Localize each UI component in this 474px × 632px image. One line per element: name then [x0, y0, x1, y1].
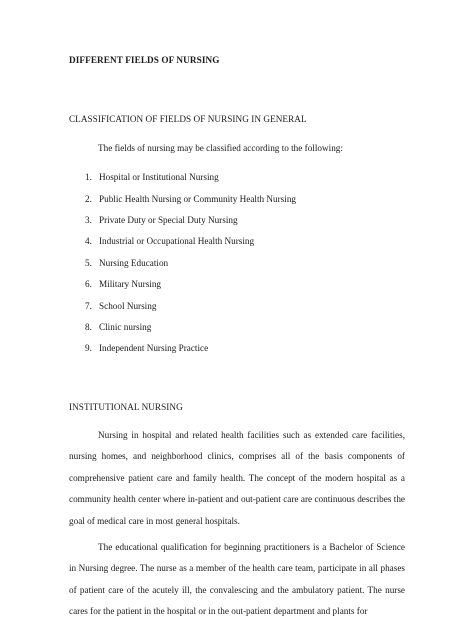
list-label: Industrial or Occupational Health Nursing [99, 236, 255, 246]
list-item [85, 343, 208, 353]
institutional-heading: INSTITUTIONAL NURSING [69, 402, 183, 412]
list-number: 1. [85, 172, 92, 182]
list-label: Clinic nursing [99, 322, 152, 332]
intro-text: The fields of nursing may be classified according to the following: [98, 143, 343, 153]
list-label: Public Health Nursing or Community Health Nursing [99, 194, 297, 204]
list-label: Private Duty or Special Duty Nursing [99, 215, 238, 225]
list-number: 8. [85, 322, 92, 332]
list-item [85, 236, 254, 246]
list-item [85, 258, 168, 268]
list-label: Independent Nursing Practice [99, 343, 209, 353]
list-item [85, 322, 151, 332]
list-item [85, 215, 238, 225]
list-item [85, 194, 296, 204]
list-label: School Nursing [99, 301, 157, 311]
list-number: 4. [85, 236, 92, 246]
list-number: 5. [85, 258, 92, 268]
list-number: 9. [85, 343, 92, 353]
list-label: Nursing Education [99, 258, 169, 268]
list-item [85, 172, 219, 182]
list-number: 3. [85, 215, 92, 225]
list-number: 7. [85, 301, 92, 311]
list-label: Military Nursing [99, 279, 162, 289]
paragraph-2: The educational qualification for beginning practitioners is a Bachelor of Science in Nursing degree. The nurse as a member of the health care team, participate in all phases of patient care of the acutely ill, the convalescing and the ambulatory patient. The nurse cares for the patient in the hospital or in the out-patient department and plants for [69, 542, 405, 617]
paragraph-1: Nursing in hospital and related health facilities such as extended care facilities, nursing homes, and neighborhood clinics, comprises all of the basis components of comprehensive patient care and family health. The concept of the modern hospital as a community health center where in-patient and out-patient care are continuous describes the goal of medical care in most general hospitals. [69, 430, 405, 526]
classification-heading: CLASSIFICATION OF FIELDS OF NURSING IN GENERAL [69, 114, 307, 124]
list-label: Hospital or Institutional Nursing [99, 172, 219, 182]
list-number: 2. [85, 194, 92, 204]
list-number: 6. [85, 279, 92, 289]
list-item [85, 279, 161, 289]
document-title: DIFFERENT FIELDS OF NURSING [69, 55, 220, 65]
list-item [85, 301, 156, 311]
